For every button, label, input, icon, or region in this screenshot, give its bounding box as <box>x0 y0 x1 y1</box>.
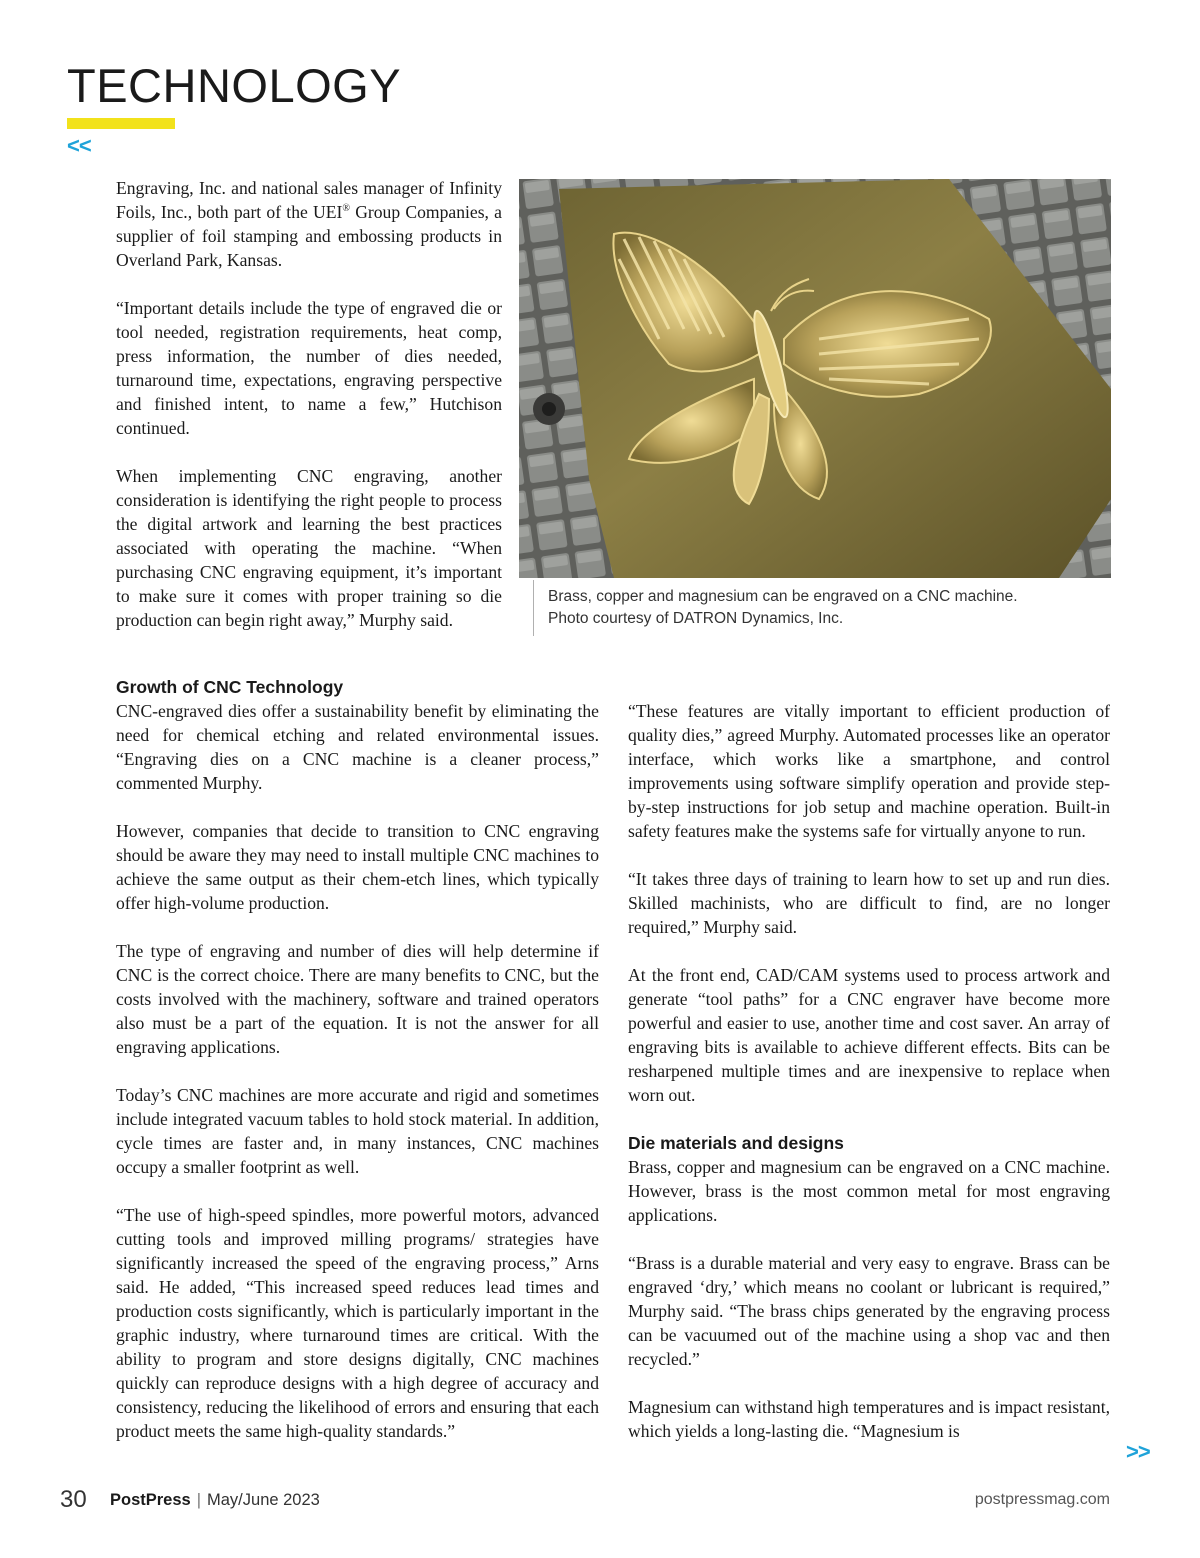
right-paragraph-4: Brass, copper and magnesium can be engraved on a CNC machine. However, brass is the most common metal for most engraving applications. <box>628 1157 1110 1225</box>
page-number: 30 <box>60 1486 87 1513</box>
left-paragraph-1: CNC-engraved dies offer a sustainability benefit by eliminating the need for chemical etching and related environmental issues. “Engraving dies on a CNC machine is a cleaner process,” commented Murphy. <box>116 701 599 793</box>
footer-publication <box>110 1491 320 1510</box>
next-page-arrow[interactable]: >> <box>1126 1439 1150 1464</box>
intro-paragraph-1: Engraving, Inc. and national sales manager of Infinity Foils, Inc., both part of the UEI® Group Companies, a supplier of foil stamping and embossing products in Overland Park, Kansas. <box>116 178 502 270</box>
intro-paragraph-2: “Important details include the type of engraved die or tool needed, registration requirements, heat comp, press information, the number of dies needed, turnaround time, expectations, engraving perspective and finished intent, to name a few,” Hutchison continued. <box>116 298 502 438</box>
caption-line-1: Brass, copper and magnesium can be engraved on a CNC machine. <box>548 588 1018 605</box>
issue-date: May/June 2023 <box>207 1491 320 1509</box>
website-link[interactable]: postpressmag.com <box>974 1491 1110 1508</box>
butterfly-die-photo <box>519 179 1111 578</box>
photo-caption <box>548 586 1108 630</box>
right-paragraph-5: “Brass is a durable material and very easy to engrave. Brass can be engraved ‘dry,’ which means no coolant or lubricant is required,” Murphy said. “The brass chips generated by the engraving process can be vacuumed out of the machine using a shop vac and then recycled.” <box>628 1253 1110 1369</box>
section-accent-bar <box>67 118 175 129</box>
right-paragraph-3: At the front end, CAD/CAM systems used to process artwork and generate “tool paths” for a CNC engraver have become more powerful and easier to use, another time and cost saver. An array of engraving bits is available to achieve different effects. Bits can be resharpened multiple times and are inexpensive to replace when worn out. <box>628 965 1110 1105</box>
section-title: TECHNOLOGY <box>67 59 402 112</box>
intro-paragraph-3: When implementing CNC engraving, another consideration is identifying the right people to process the digital artwork and learning the best practices associated with operating the machine. “When purchasing CNC engraving equipment, it’s important to make sure it comes with proper training so die production can begin right away,” Murphy said. <box>116 466 502 630</box>
caption-rule <box>533 580 534 636</box>
right-paragraph-1: “These features are vitally important to efficient production of quality dies,” agreed Murphy. Automated processes like an operator interface, which works like a smartphone, and control improvements using software simplify operation and provide step-by-step instructions for job setup and machine operation. Built-in safety features make the systems safe for virtually anyone to run. <box>628 701 1110 841</box>
left-paragraph-5: “The use of high-speed spindles, more powerful motors, advanced cutting tools and improved milling programs/ strategies have significantly increased the speed of the engraving process,” Arns said. He added, “This increased speed reduces lead times and production costs significantly, which is particularly important in the graphic industry, where turnaround times are critical. With the ability to program and store designs digitally, CNC machines quickly can reproduce designs with a high degree of accuracy and consistency, reducing the likelihood of errors and ensuring that each product meets the same high-quality standards.” <box>116 1205 599 1441</box>
publication-name: PostPress <box>110 1491 191 1509</box>
right-paragraph-2: “It takes three days of training to learn how to set up and run dies. Skilled machinists, who are difficult to find, are no longer required,” Murphy said. <box>628 869 1110 937</box>
registered-mark: ® <box>342 203 350 215</box>
right-paragraph-6: Magnesium can withstand high temperatures and is impact resistant, which yields a long-lasting die. “Magnesium is <box>628 1397 1110 1441</box>
right-column <box>628 699 1110 1443</box>
left-column <box>116 675 599 1443</box>
left-paragraph-3: The type of engraving and number of dies will help determine if CNC is the correct choice. There are many benefits to CNC, but the costs involved with the machinery, software and trained operators also must be a part of the equation. It is not the answer for all engraving applications. <box>116 941 599 1057</box>
left-paragraph-4: Today’s CNC machines are more accurate and rigid and sometimes include integrated vacuum tables to hold stock material. In addition, cycle times are faster and, in many instances, CNC machines occupy a smaller footprint as well. <box>116 1085 599 1177</box>
caption-line-2: Photo courtesy of DATRON Dynamics, Inc. <box>548 610 844 627</box>
footer-separator: | <box>196 1491 202 1509</box>
previous-page-arrow[interactable]: << <box>67 133 91 158</box>
subheading-growth: Growth of CNC Technology <box>116 677 344 697</box>
subheading-die-materials: Die materials and designs <box>628 1133 844 1153</box>
intro-column <box>116 176 502 632</box>
left-paragraph-2: However, companies that decide to transition to CNC engraving should be aware they may need to install multiple CNC machines to achieve the same output as their chem-etch lines, which typically offer high-volume production. <box>116 821 599 913</box>
